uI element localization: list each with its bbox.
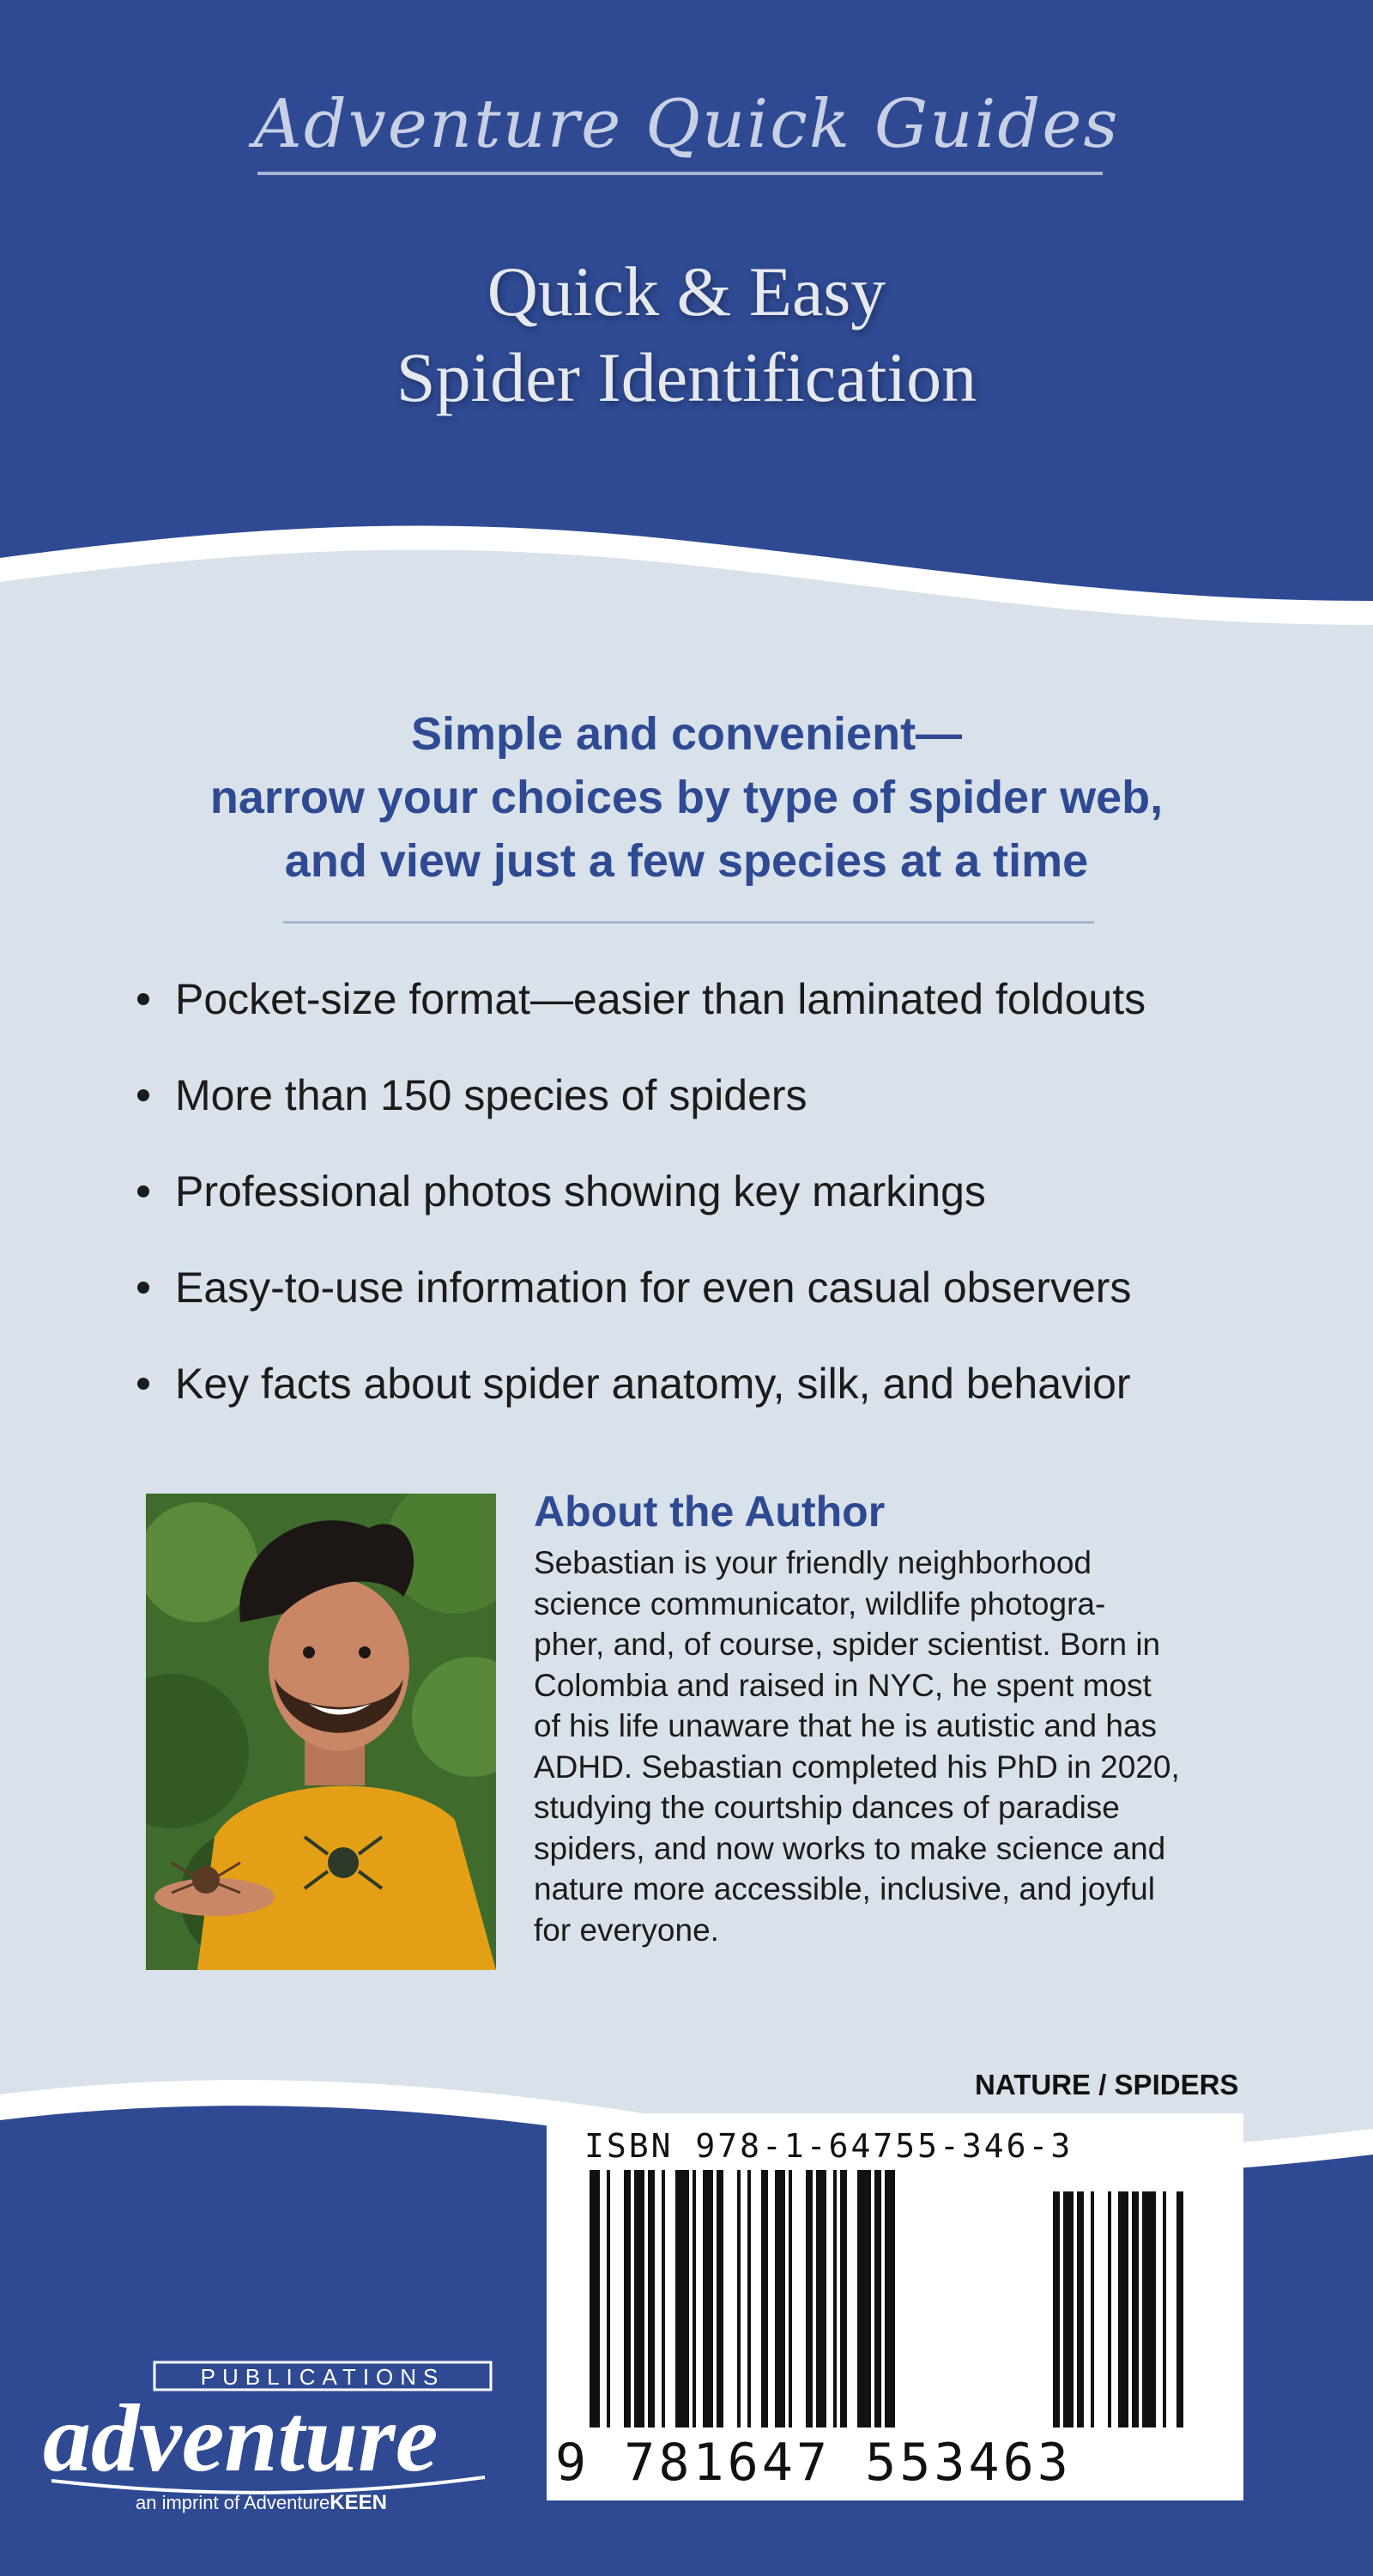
bio-line: nature more accessible, inclusive, and joyful [534, 1871, 1155, 1906]
publisher-tagline [136, 2491, 387, 2515]
series-underline [257, 172, 1103, 175]
feature-item [137, 1143, 1304, 1240]
barcode-bar [1053, 2191, 1060, 2428]
feature-text: More than 150 species of spiders [175, 1071, 807, 1119]
title-line-2: Spider Identification [396, 338, 977, 416]
barcode-bar [634, 2170, 644, 2428]
author-photo [146, 1494, 496, 1970]
barcode-bar [761, 2170, 768, 2428]
about-author-heading: About the Author [534, 1488, 886, 1536]
barcode-bar [840, 2170, 847, 2428]
bullet-icon [137, 1378, 149, 1390]
feature-item [137, 1336, 1304, 1432]
feature-item [137, 1047, 1304, 1143]
tagline-brand-bold: KEEN [330, 2491, 387, 2514]
lead-line-2: narrow your choices by type of spider web, [209, 772, 1164, 823]
logo-main-text: adventure [43, 2385, 439, 2492]
barcode-bar [1063, 2191, 1074, 2428]
bullet-icon [137, 1185, 149, 1197]
barcode [547, 2113, 1243, 2500]
barcode-bar [1142, 2191, 1156, 2428]
barcode-bar [1176, 2191, 1183, 2428]
bio-line: pher, and, of course, spider scientist. Born in [534, 1627, 1161, 1662]
bio-line: spiders, and now works to make science and [534, 1830, 1166, 1866]
feature-text: Professional photos showing key markings [175, 1167, 986, 1215]
series-title: Adventure Quick Guides [253, 86, 1120, 163]
feature-text: Pocket-size format—easier than laminated foldouts [175, 975, 1146, 1023]
barcode-bar [1108, 2191, 1111, 2428]
barcode-bar [648, 2170, 655, 2428]
barcode-bar [1118, 2191, 1128, 2428]
isbn-label: ISBN 978-1-64755-346-3 [584, 2127, 1074, 2165]
bio-line: studying the courtship dances of paradise [534, 1790, 1120, 1825]
barcode-bar [693, 2170, 696, 2428]
bio-line: ADHD. Sebastian completed his PhD in 2020, [534, 1749, 1180, 1785]
lead-divider [283, 921, 1094, 924]
barcode-bar [662, 2170, 665, 2428]
barcode-bar [816, 2170, 826, 2428]
bullet-icon [137, 1089, 149, 1101]
feature-item [137, 951, 1304, 1047]
barcode-bar [590, 2170, 600, 2428]
lead-text [0, 702, 1373, 893]
barcode-bar [806, 2170, 813, 2428]
barcode-bar [1091, 2191, 1094, 2428]
bio-line: science communicator, wildlife photogra- [534, 1585, 1106, 1621]
title-line-1: Quick & Easy [487, 252, 886, 330]
bullet-icon [137, 993, 149, 1005]
lead-line-1: Simple and convenient— [410, 708, 963, 760]
barcode-bar [789, 2170, 792, 2428]
barcode-bar [675, 2170, 689, 2428]
bio-line: of his life unaware that he is autistic and has [534, 1708, 1158, 1743]
barcode-bars [590, 2170, 1233, 2436]
bio-line: Colombia and raised in NYC, he spent most [534, 1667, 1152, 1703]
feature-text: Key facts about spider anatomy, silk, and behavior [175, 1360, 1131, 1408]
barcode-bar [874, 2170, 881, 2428]
top-wave [0, 481, 1373, 678]
logo-publications-text: PUBLICATIONS [200, 2364, 445, 2390]
bullet-icon [137, 1282, 149, 1294]
barcode-digits: 9 781647 553463 [555, 2433, 1072, 2493]
barcode-bar [1163, 2191, 1166, 2428]
bio-line: for everyone. [534, 1912, 719, 1948]
barcode-bar [775, 2170, 785, 2428]
about-author-bio [534, 1543, 1246, 1950]
feature-item [137, 1240, 1304, 1336]
barcode-bar [857, 2170, 871, 2428]
barcode-bar [624, 2170, 631, 2428]
barcode-bar [717, 2170, 723, 2428]
lead-line-3: and view just a few species at a time [284, 835, 1089, 887]
barcode-bar [885, 2170, 895, 2428]
barcode-bar [1132, 2191, 1139, 2428]
book-title [0, 249, 1373, 421]
tagline-brand: Adventure [243, 2492, 330, 2513]
bio-line: Sebastian is your friendly neighborhood [534, 1545, 1092, 1580]
barcode-bar [737, 2170, 741, 2428]
feature-text: Easy-to-use information for even casual observers [175, 1264, 1132, 1312]
barcode-bar [607, 2170, 610, 2428]
tagline-prefix: an imprint of [136, 2492, 240, 2513]
barcode-bar [703, 2170, 713, 2428]
barcode-bar [833, 2170, 837, 2428]
category-label: NATURE / SPIDERS [975, 2069, 1239, 2100]
barcode-bar [1077, 2191, 1084, 2428]
barcode-bar [747, 2170, 751, 2428]
feature-list [137, 951, 1304, 1432]
